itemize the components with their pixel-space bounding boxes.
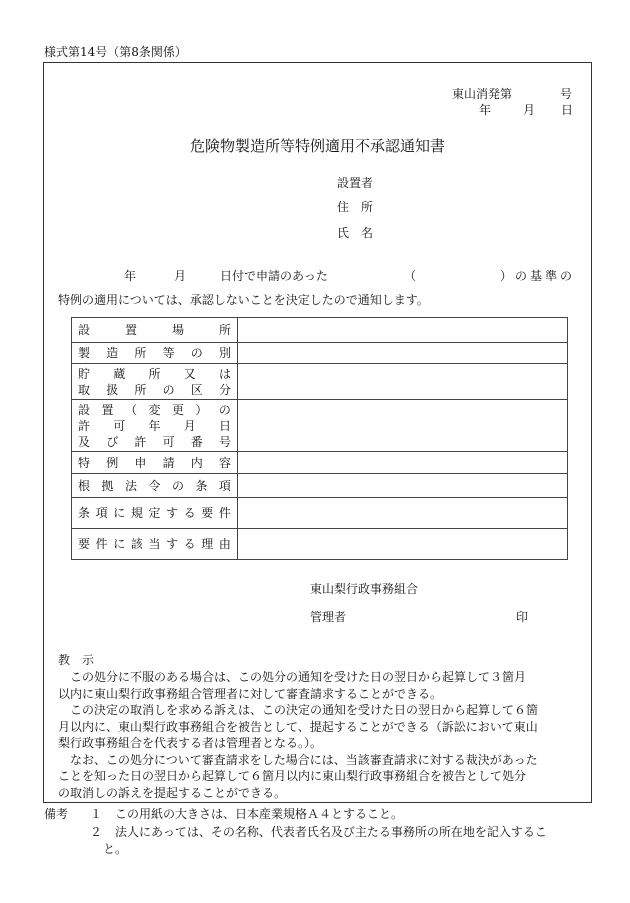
table-row — [72, 400, 568, 452]
date-month: 月 — [523, 103, 536, 117]
remarks-item-2-continuation: と。 — [103, 842, 128, 856]
table-row-label — [72, 400, 238, 452]
name-label-text: 氏名 — [337, 226, 386, 240]
table-row-label-line: 根 拠 法 令 の 条 項 — [78, 478, 231, 493]
table-row-label — [72, 474, 238, 498]
table-row-value[interactable] — [238, 343, 568, 364]
table-row — [72, 343, 568, 364]
notice-line: の取消しの訴えを提起することができる。 — [58, 785, 287, 800]
notice-line: 以内に東山梨行政事務組合管理者に対して審査請求することができる。 — [58, 686, 443, 701]
table-row — [72, 318, 568, 343]
table-row-label-line: 許 可 年 月 日 — [78, 418, 231, 433]
page-title: 危険物製造所等特例適用不承認通知書 — [190, 137, 446, 155]
notice-line: この決定の取消しを求める訴えは、この決定の通知を受けた日の翌日から起算して６箇 — [58, 703, 539, 717]
table-row-value[interactable] — [238, 364, 568, 400]
notice-body — [58, 669, 538, 801]
table-row-value[interactable] — [238, 318, 568, 343]
table-row-label — [72, 343, 238, 364]
office-number-suffix: 号 — [560, 87, 573, 101]
table-row — [72, 452, 568, 474]
table-row-label-line: 製 造 所 等 の 別 — [78, 346, 231, 360]
table-row-label — [72, 364, 238, 400]
installer-label: 設置者 — [337, 176, 374, 190]
notice-line: この処分に不服のある場合は、この処分の通知を受けた日の翌日から起算して３箇月 — [58, 670, 527, 684]
table-row-label — [72, 529, 238, 560]
office-number-prefix: 東山消発第 — [452, 87, 513, 101]
table-row-value[interactable] — [238, 529, 568, 560]
table-row-value[interactable] — [238, 400, 568, 452]
notice-heading: 教 示 — [58, 653, 95, 667]
remarks-item-1-num: １ — [90, 807, 103, 821]
intro-paren-open: （ — [404, 269, 417, 283]
intro-day-applied: 日付で申請のあった — [220, 269, 328, 283]
notice-line: ことを知った日の翌日から起算して６箇月以内に東山梨行政事務組合を被告として処分 — [58, 769, 527, 783]
intro-paren-close: ）の基準の — [500, 269, 576, 283]
remarks-label: 備考 — [44, 807, 69, 821]
address-label-text: 住所 — [337, 200, 386, 214]
table-row-label — [72, 452, 238, 474]
table-row-value[interactable] — [238, 498, 568, 529]
remarks-item-2-num: ２ — [90, 825, 103, 839]
address-label — [337, 199, 386, 215]
notice-line: なお、この処分について審査請求をした場合には、当該審査請求に対する裁決があった — [58, 752, 538, 767]
table-row — [72, 364, 568, 400]
issuer-manager: 管理者 — [310, 610, 347, 624]
intro-year: 年 — [124, 269, 137, 283]
table-row-label-line: 特 例 申 請 内 容 — [78, 455, 231, 470]
table-row-label-line: 及 び 許 可 番 号 — [78, 434, 231, 449]
table-row-label-line: 条 項 に 規 定 す る 要 件 — [78, 506, 231, 520]
table-row — [72, 474, 568, 498]
form-number: 様式第14号（第8条関係） — [44, 45, 187, 59]
intro-month: 月 — [174, 269, 187, 283]
table-row — [72, 529, 568, 560]
table-row-value[interactable] — [238, 452, 568, 474]
table-row — [72, 498, 568, 529]
date-year: 年 — [479, 103, 492, 117]
table-row-label-line: 要 件 に 該 当 す る 理 由 — [78, 537, 231, 551]
remarks-item-2-text: 法人にあっては、その名称、代表者氏名及び主たる事務所の所在地を記入するこ — [115, 825, 547, 839]
table-row-label-line: 設 置 場 所 — [78, 323, 231, 337]
notice-line: 月以内に、東山梨行政事務組合を被告として、提起することができる（訴訟において東山 — [58, 719, 538, 734]
issuer-org: 東山梨行政事務組合 — [310, 582, 419, 596]
application-table — [71, 317, 568, 560]
remarks-item-1-text: この用紙の大きさは、日本産業規格Ａ４とすること。 — [115, 807, 404, 821]
table-row-label-line: 設 置 （ 変 更 ） の — [78, 402, 231, 417]
notice-line: 梨行政事務組合を代表する者は管理者となる。）。 — [58, 736, 323, 750]
name-label — [337, 224, 385, 241]
date-day: 日 — [561, 103, 574, 117]
table-row-label-line: 取 扱 所 の 区 分 — [78, 382, 231, 397]
intro-line2: 特例の適用については、承認しないことを決定したので通知します。 — [58, 293, 429, 307]
seal-mark: 印 — [516, 610, 529, 624]
table-row-label — [72, 498, 238, 529]
table-row-value[interactable] — [238, 474, 568, 498]
table-row-label — [72, 318, 238, 343]
table-row-label-line: 貯 蔵 所 又 は — [78, 366, 231, 381]
